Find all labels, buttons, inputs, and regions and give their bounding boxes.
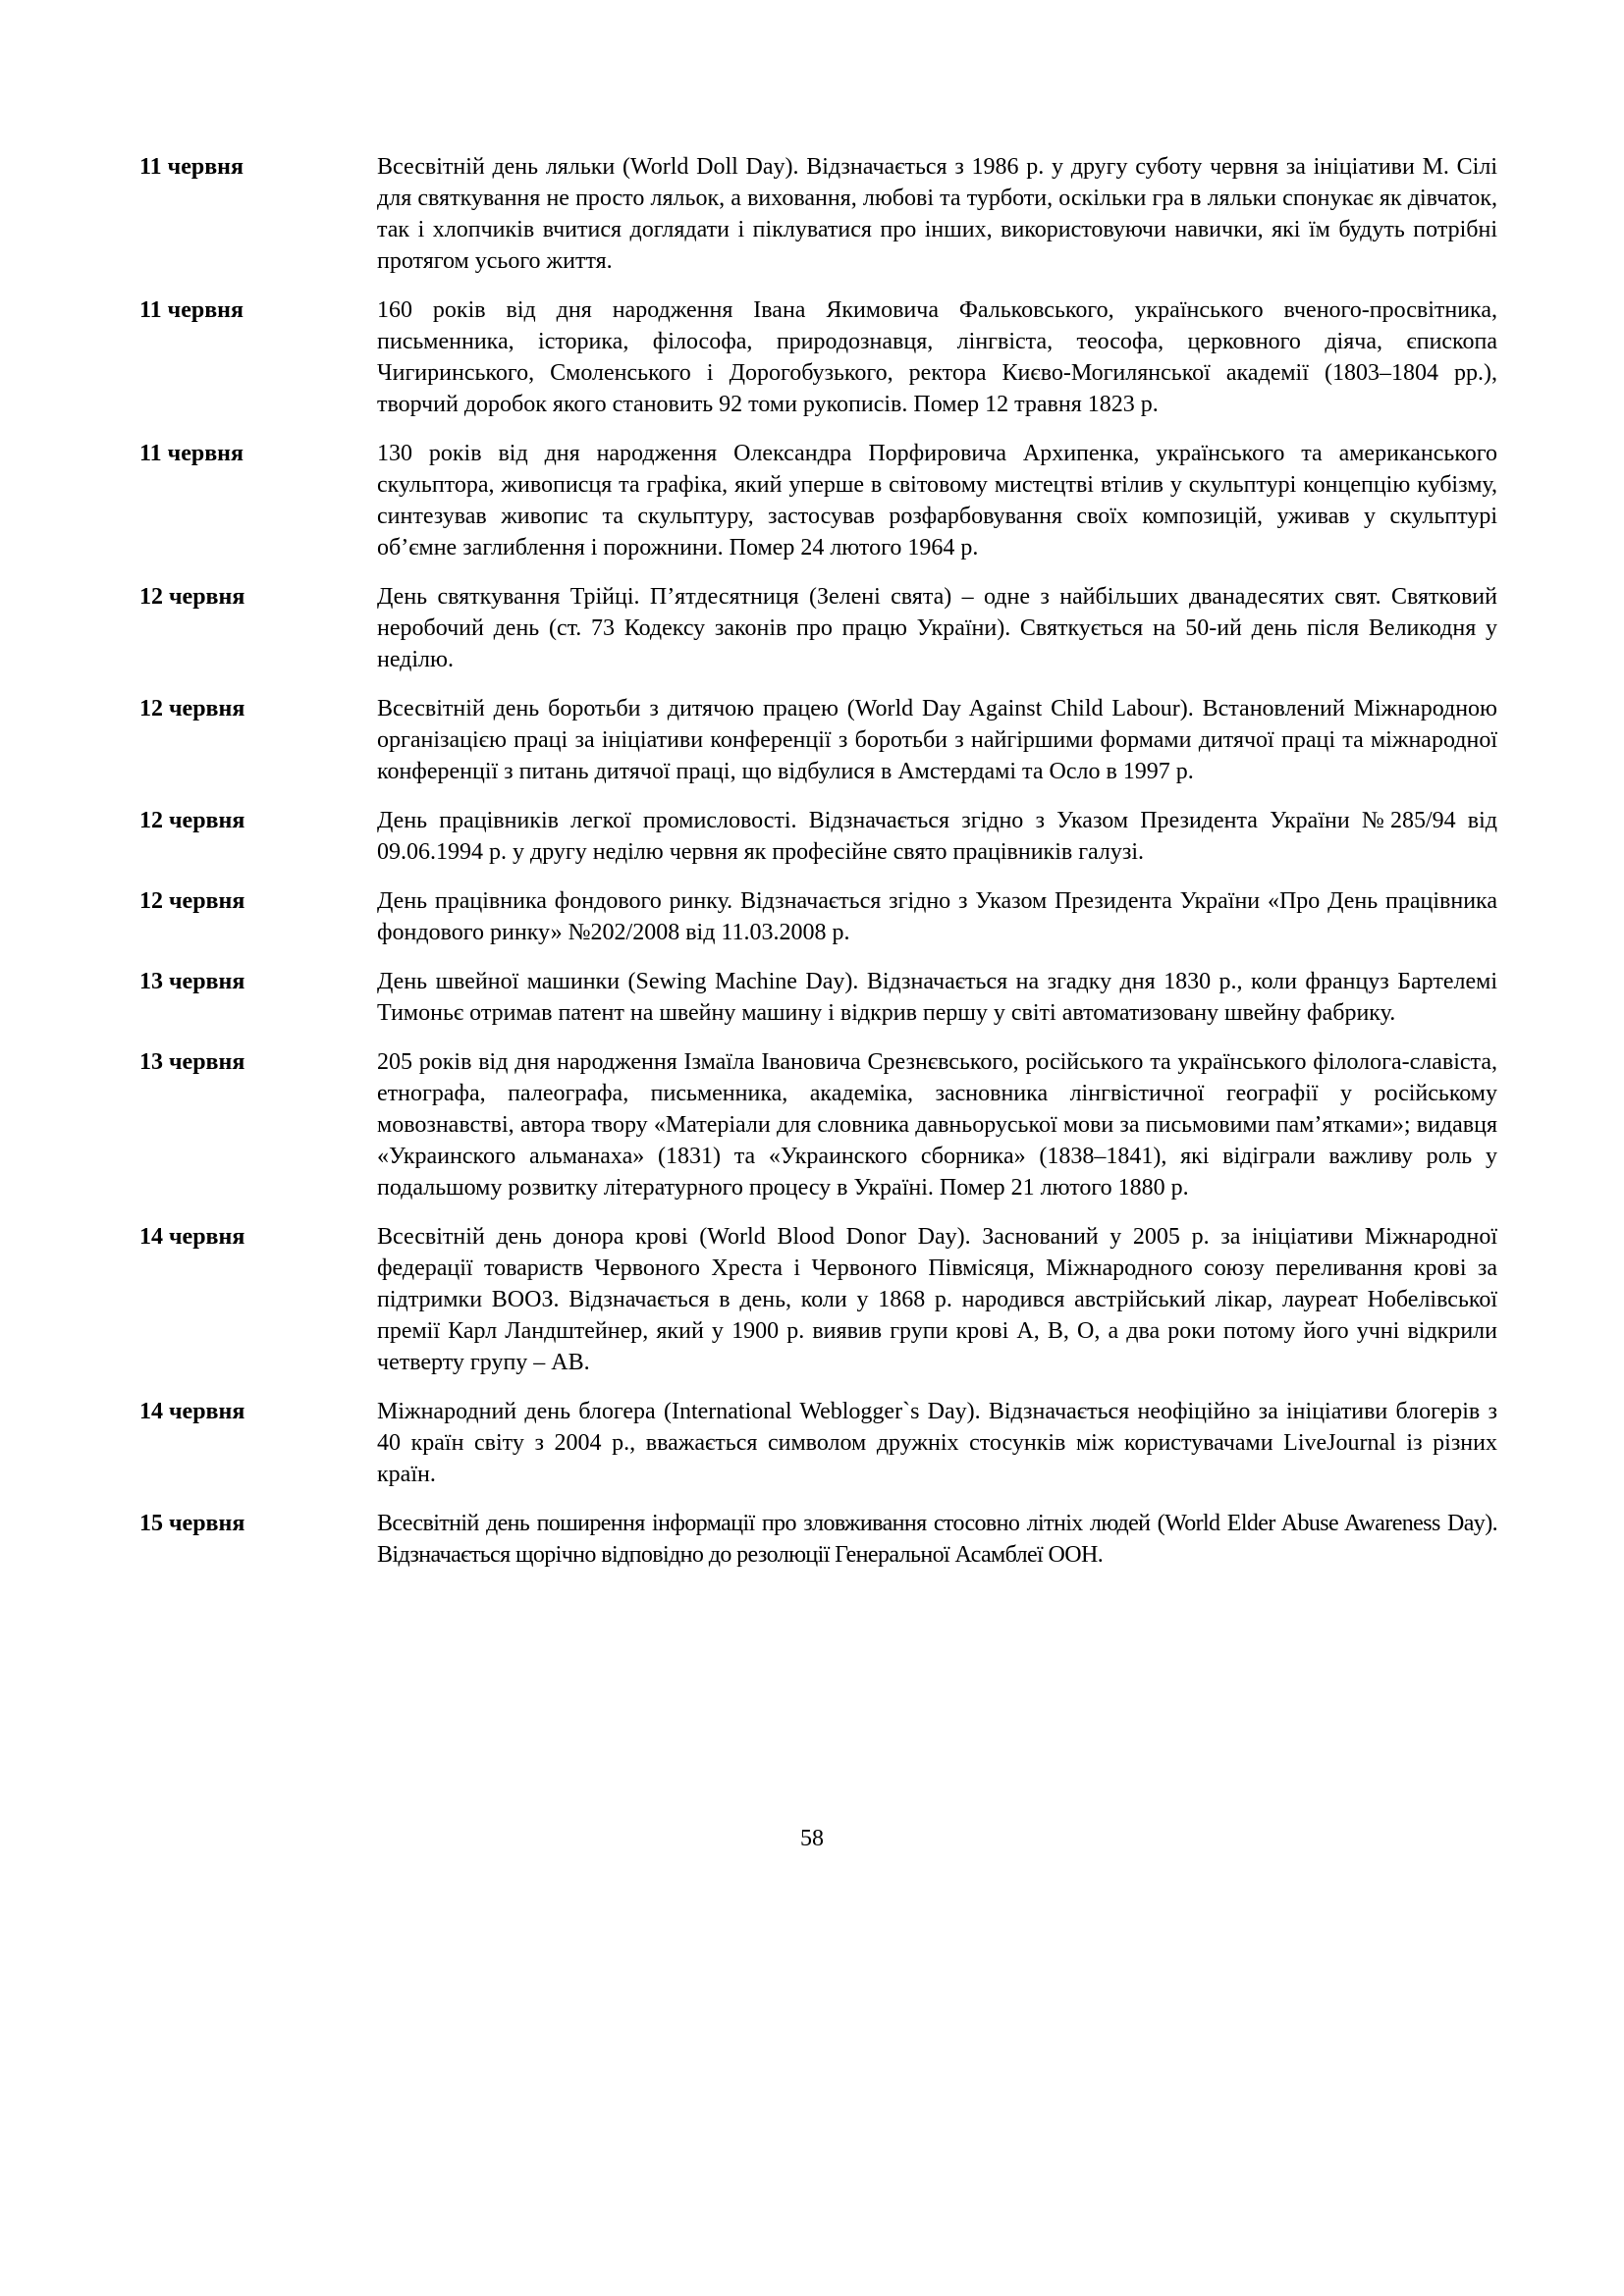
entry-date: 12 червня [139,584,245,610]
calendar-entry [139,885,1497,948]
entry-text: День працівника фондового ринку. Відзначається згідно з Указом Президента України «Про День працівника фондового ринку» №202/2008 від 11.03.2008 р. [377,888,1497,945]
calendar-entries [139,151,1497,1588]
entry-date: 11 червня [139,154,244,180]
calendar-entry [139,1221,1497,1378]
calendar-entry [139,1396,1497,1490]
calendar-entry [139,966,1497,1029]
page-number: 58 [800,1826,824,1851]
calendar-entry [139,151,1497,277]
calendar-entry [139,294,1497,420]
entry-text: 130 років від дня народження Олександра Порфировича Архипенка, українського та американського скульптора, живописця та графіка, який уперше в світовому мистецтві втілив у скульптурі концепцію кубізму, синтезував живопис та скульптуру, застосував розфарбовування своїх композицій, уживав у скульптурі об’ємне заглиблення і порожнини. Помер 24 лютого 1964 р. [377,441,1497,561]
entry-date: 15 червня [139,1511,245,1536]
calendar-entry [139,1046,1497,1203]
calendar-entry [139,438,1497,563]
entry-text: День працівників легкої промисловості. Відзначається згідно з Указом Президента України №285/94 від 09.06.1994 р. у другу неділю червня як професійне свято працівників галузі. [377,808,1497,865]
entry-text: Всесвітній день поширення інформації про зловживання стосовно літніх людей (World Elder Abuse Awareness Day). Відзначається щорічно відповідно до резолюції Генеральної Асамблеї ООН. [377,1511,1497,1568]
entry-text: Міжнародний день блогера (International Weblogger`s Day). Відзначається неофіційно за ініціативи блогерів з 40 країн світу з 2004 р., вважається символом дружніх стосунків між користувачами LiveJournal із різних країн. [377,1399,1497,1487]
entry-text: Всесвітній день ляльки (World Doll Day). Відзначається з 1986 р. у другу суботу червня за ініціативи М. Сілі для святкування не просто ляльок, а виховання, любові та турботи, оскільки гра в ляльки спонукає як дівчаток, так і хлопчиків вчитися доглядати і піклуватися про інших, використовуючи навички, які їм будуть потрібні протягом усього життя. [377,154,1497,274]
entry-date: 11 червня [139,297,244,323]
entry-date: 11 червня [139,441,244,466]
entry-text: 205 років від дня народження Ізмаїла Івановича Срезнєвського, російського та українського філолога-славіста, етнографа, палеографа, письменника, академіка, засновника лінгвістичної географії у російському мовознавстві, автора твору «Матеріали для словника давньоруської мови за письмовими пам’ятками»; видавця «Украинского альманаха» (1831) та «Украинского сборника» (1838–1841), які відіграли важливу роль у подальшому розвитку літературного процесу в Україні. Помер 21 лютого 1880 р. [377,1049,1497,1201]
entry-date: 14 червня [139,1399,245,1424]
calendar-entry [139,805,1497,868]
entry-date: 12 червня [139,696,245,721]
calendar-entry [139,1508,1497,1571]
entry-date: 14 червня [139,1224,245,1250]
entry-date: 12 червня [139,888,245,914]
calendar-entry [139,693,1497,787]
entry-text: Всесвітній день донора крові (World Blood Donor Day). Заснований у 2005 р. за ініціативи Міжнародної федерації товариств Червоного Хреста і Червоного Півмісяця, Міжнародного союзу переливання крові за підтримки ВООЗ. Відзначається в день, коли у 1868 р. народився австрійський лікар, лауреат Нобелівської премії Карл Ландштейнер, який у 1900 р. виявив групи крові А, В, О, а два роки потому його учні відкрили четверту групу – АВ. [377,1224,1497,1375]
calendar-entry [139,581,1497,675]
entry-date: 13 червня [139,1049,245,1075]
entry-text: День святкування Трійці. П’ятдесятниця (Зелені свята) – одне з найбільших дванадесятих свят. Святковий неробочий день (ст. 73 Кодексу законів про працю України). Святкується на 50-ий день після Великодня у неділю. [377,584,1497,672]
entry-date: 12 червня [139,808,245,833]
entry-text: День швейної машинки (Sewing Machine Day). Відзначається на згадку дня 1830 р., коли француз Бартелемі Тимоньє отримав патент на швейну машину і відкрив першу у світі автоматизовану швейну фабрику. [377,969,1497,1026]
entry-text: Всесвітній день боротьби з дитячою працею (World Day Against Child Labour). Встановлений Міжнародною організацією праці за ініціативи конференції з боротьби з найгіршими формами дитячої праці та міжнародної конференції з питань дитячої праці, що відбулися в Амстердамі та Осло в 1997 р. [377,696,1497,784]
entry-text: 160 років від дня народження Івана Якимовича Фальковського, українського вченого-просвітника, письменника, історика, філософа, природознавця, лінгвіста, теософа, церковного діяча, єпископа Чигиринського, Смоленського і Дорогобузького, ректора Києво-Могилянської академії (1803–1804 рр.), творчий доробок якого становить 92 томи рукописів. Помер 12 травня 1823 р. [377,297,1497,417]
entry-date: 13 червня [139,969,245,994]
